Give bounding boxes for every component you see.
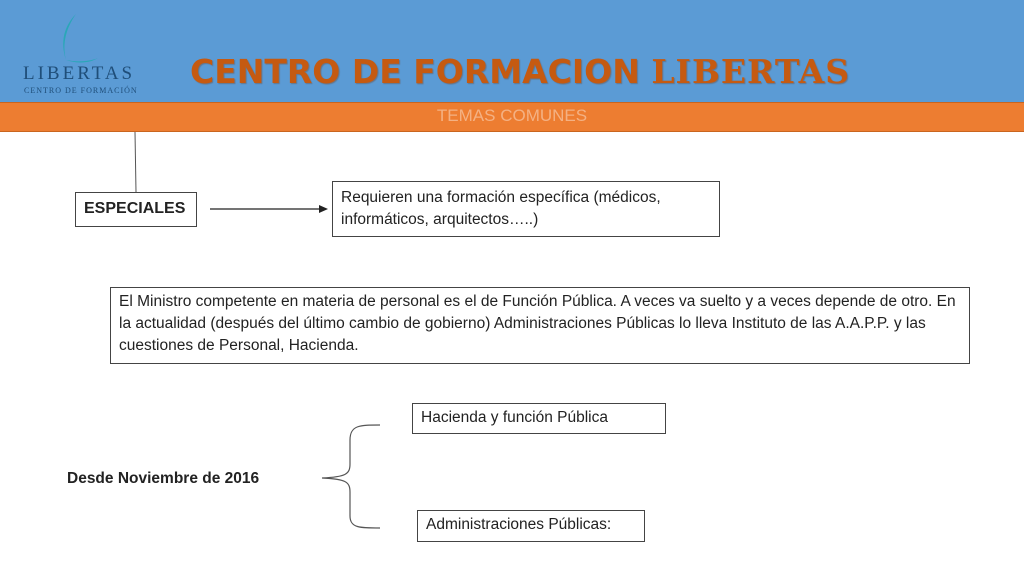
desde-label: Desde Noviembre de 2016 bbox=[67, 470, 260, 487]
arrow-head-icon bbox=[319, 205, 328, 213]
hacienda-box: Hacienda y función Pública bbox=[412, 403, 666, 434]
requieren-box: Requieren una formación específica (médicos, informáticos, arquitectos…..) bbox=[332, 181, 720, 237]
logo-subtext: CENTRO DE FORMACIÓN bbox=[24, 86, 138, 95]
logo-wordmark: LIBERTAS bbox=[23, 63, 136, 84]
page-subtitle: TEMAS COMUNES bbox=[436, 106, 588, 125]
administraciones-box: Administraciones Públicas: bbox=[417, 510, 645, 542]
curly-brace bbox=[322, 425, 380, 528]
ministro-box: El Ministro competente en materia de personal es el de Función Pública. A veces va suelto y a veces depende de otro. En la actualidad (después del último cambio de gobierno) Administraciones Públicas lo lleva Instituto de las A.A.P.P. y las cuestiones de Personal, Hacienda. bbox=[110, 287, 970, 364]
title-brand: LIBERTAS bbox=[651, 52, 851, 91]
title-prefix: CENTRO DE FORMACION bbox=[190, 52, 640, 91]
vertical-connector-line bbox=[135, 132, 136, 192]
especiales-box: ESPECIALES bbox=[75, 192, 197, 227]
